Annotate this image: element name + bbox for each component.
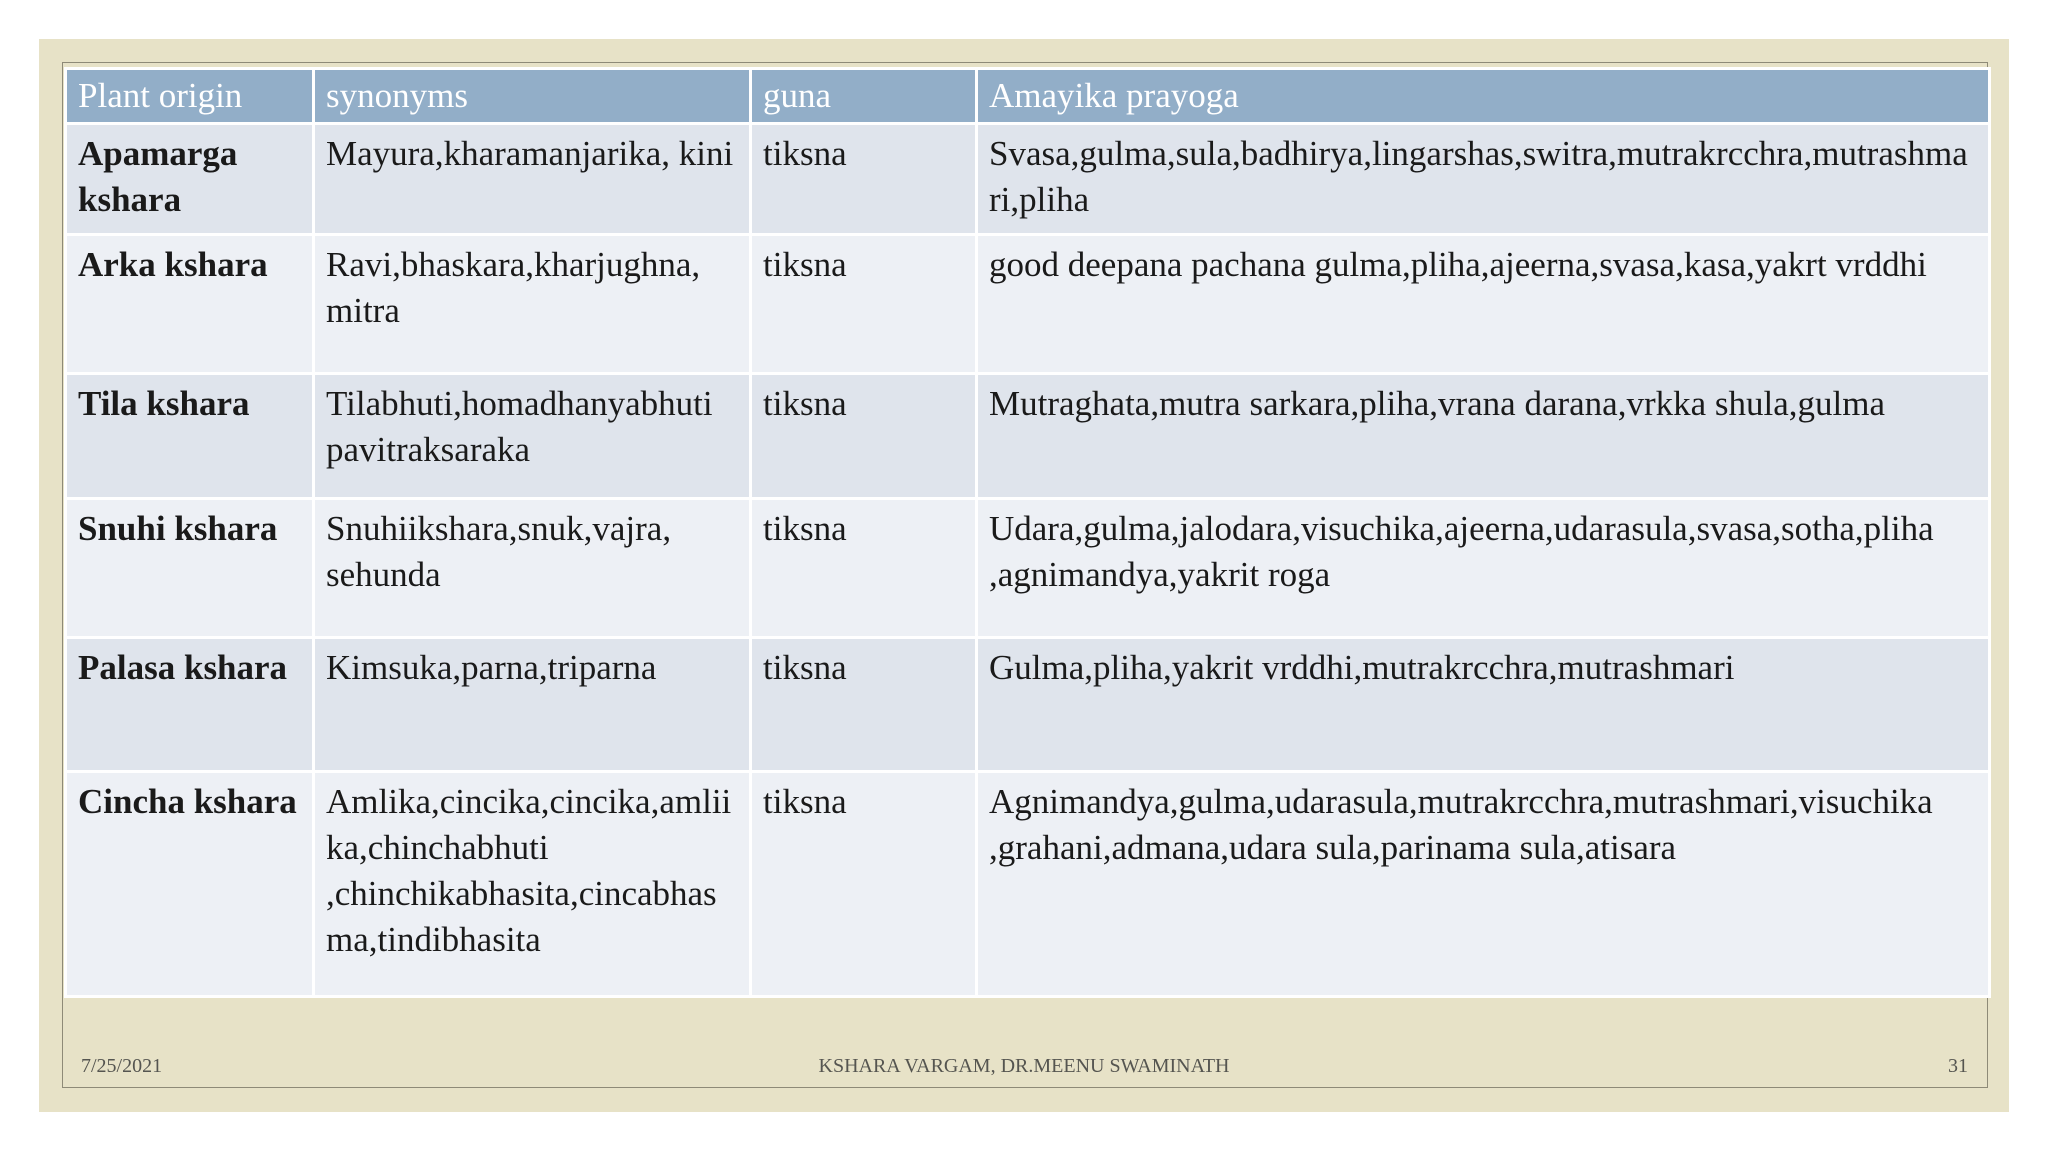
header-guna: guna [751,69,977,124]
table-row [66,235,1990,374]
footer-date: 7/25/2021 [81,1055,163,1077]
table-row [66,374,1990,499]
cell-plant-origin: Snuhi kshara [66,499,314,638]
kshara-table [64,67,1991,998]
cell-guna: tiksna [751,235,977,374]
cell-synonyms: Amlika,cincika,cincika,amliika,chinchabhuti ,chinchikabhasita,cincabhasma,tindibhasita [314,772,751,997]
cell-guna: tiksna [751,124,977,235]
cell-plant-origin: Palasa kshara [66,638,314,772]
table-header-row [66,69,1990,124]
cell-guna: tiksna [751,499,977,638]
cell-prayoga: Udara,gulma,jalodara,visuchika,ajeerna,udarasula,svasa,sotha,pliha ,agnimandya,yakrit roga [977,499,1990,638]
cell-plant-origin: Cincha kshara [66,772,314,997]
cell-plant-origin: Apamarga kshara [66,124,314,235]
footer-title: KSHARA VARGAM, DR.MEENU SWAMINATH [818,1055,1230,1077]
cell-guna: tiksna [751,374,977,499]
cell-prayoga: good deepana pachana gulma,pliha,ajeerna,svasa,kasa,yakrt vrddhi [977,235,1990,374]
table-row [66,499,1990,638]
cell-prayoga: Agnimandya,gulma,udarasula,mutrakrcchra,mutrashmari,visuchika ,grahani,admana,udara sula,parinama sula,atisara [977,772,1990,997]
cell-prayoga: Svasa,gulma,sula,badhirya,lingarshas,switra,mutrakrcchra,mutrashmari,pliha [977,124,1990,235]
table-row [66,772,1990,997]
cell-plant-origin: Arka kshara [66,235,314,374]
cell-prayoga: Gulma,pliha,yakrit vrddhi,mutrakrcchra,mutrashmari [977,638,1990,772]
cell-guna: tiksna [751,772,977,997]
header-plant-origin: Plant origin [66,69,314,124]
header-amayika-prayoga: Amayika prayoga [977,69,1990,124]
table-row [66,124,1990,235]
cell-synonyms: Kimsuka,parna,triparna [314,638,751,772]
footer-page-number: 31 [1948,1055,1968,1077]
cell-synonyms: Tilabhuti,homadhanyabhuti pavitraksaraka [314,374,751,499]
cell-guna: tiksna [751,638,977,772]
cell-synonyms: Snuhiikshara,snuk,vajra, sehunda [314,499,751,638]
cell-prayoga: Mutraghata,mutra sarkara,pliha,vrana darana,vrkka shula,gulma [977,374,1990,499]
header-synonyms: synonyms [314,69,751,124]
cell-plant-origin: Tila kshara [66,374,314,499]
table-row [66,638,1990,772]
cell-synonyms: Mayura,kharamanjarika, kini [314,124,751,235]
cell-synonyms: Ravi,bhaskara,kharjughna, mitra [314,235,751,374]
